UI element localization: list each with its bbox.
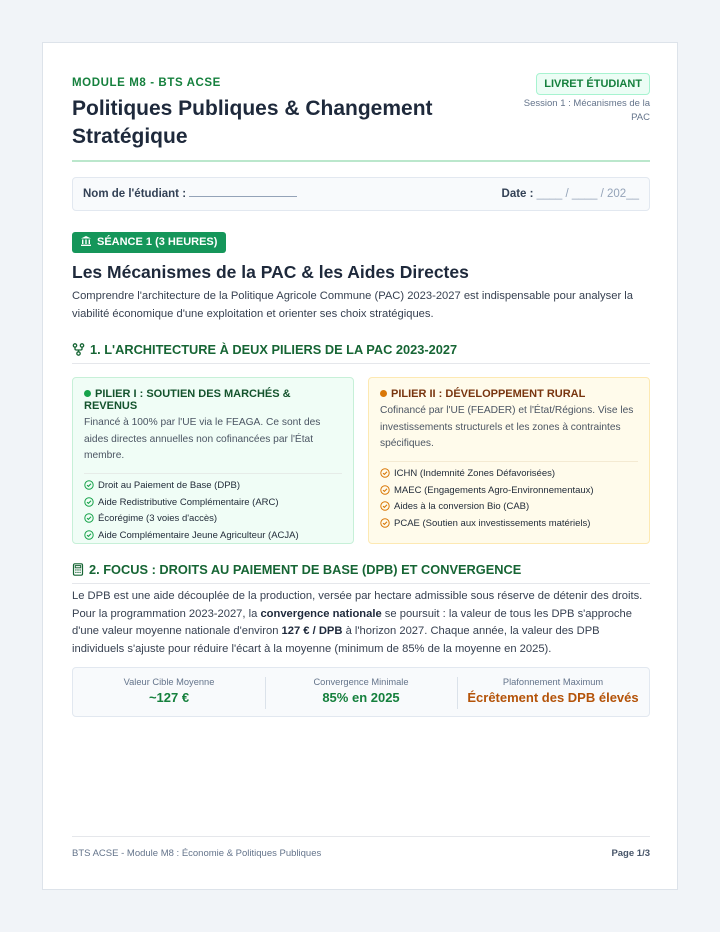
list-item-text: Aide Redistributive Complémentaire (ARC) <box>98 496 279 508</box>
check-circle-icon <box>380 501 390 511</box>
check-circle-icon <box>380 485 390 495</box>
pillar1-title <box>84 388 342 412</box>
stat-label: Convergence Minimale <box>313 677 409 687</box>
seance-label: SÉANCE 1 (3 HEURES) <box>97 236 218 248</box>
pillar2-card <box>368 377 650 544</box>
para-text-3: à l'horizon 2027. Chaque année, la valeur des DPB individuels s'ajuste pour réduire l'écart à la moyenne (minimum de 85% de la moyenne en 2025). <box>72 625 600 655</box>
list-item <box>380 466 638 483</box>
page-title: Politiques Publiques & Changement Stratégique <box>72 97 433 148</box>
page-footer <box>72 836 650 859</box>
list-item-text: Aide Complémentaire Jeune Agriculteur (ACJA) <box>98 529 299 541</box>
stat-value: Écrêtement des DPB élevés <box>467 690 639 705</box>
check-circle-icon <box>84 480 94 490</box>
para-text-1: Le DPB est une aide découplée de la production, versée par hectare admissible sous réserve de détenir des droits. Pour la programmation 2023-2027, la <box>72 590 643 620</box>
student-name-line[interactable] <box>189 188 297 197</box>
page-sheet <box>42 42 678 890</box>
pillar1-card <box>72 377 354 544</box>
page-number: Page 1/3 <box>611 848 650 859</box>
pillar2-title <box>380 388 638 400</box>
pillar1-dot <box>84 390 91 397</box>
pillar2-list <box>380 466 638 532</box>
stat-convergence <box>265 668 457 716</box>
list-item <box>380 516 638 533</box>
list-item-text: PCAE (Soutien aux investissements matériels) <box>394 517 591 529</box>
pillar2-title-text: PILIER II : DÉVELOPPEMENT RURAL <box>391 388 586 400</box>
list-item <box>380 483 638 500</box>
stat-label: Valeur Cible Moyenne <box>123 677 215 687</box>
student-name-label: Nom de l'étudiant : <box>83 188 187 200</box>
date-blank: ____ / ____ / 202__ <box>536 188 639 200</box>
livret-badge: LIVRET ÉTUDIANT <box>536 73 650 95</box>
list-item-text: Aides à la conversion Bio (CAB) <box>394 501 530 513</box>
section1-heading <box>72 342 650 364</box>
check-circle-icon <box>380 518 390 528</box>
pillar1-list <box>84 478 342 544</box>
student-name-field[interactable] <box>83 188 297 200</box>
pillar1-title-text: PILIER I : SOUTIEN DES MARCHÉS & REVENUS <box>84 388 291 412</box>
pillar2-dot <box>380 390 387 397</box>
pillar1-divider <box>84 473 342 474</box>
main-heading: Les Mécanismes de la PAC & les Aides Directes <box>72 262 469 282</box>
list-item-text: MAEC (Engagements Agro-Environnementaux) <box>394 484 594 496</box>
check-circle-icon <box>84 513 94 523</box>
date-label: Date : <box>501 188 534 200</box>
list-item <box>84 528 342 545</box>
list-item <box>84 511 342 528</box>
header-divider <box>72 160 650 162</box>
para-bold-value: 127 € / DPB <box>281 625 343 638</box>
para-text-2: se poursuit : la valeur de tous les DPB s'approche d'une valeur moyenne nationale d'environ <box>72 607 632 638</box>
check-circle-icon <box>84 497 94 507</box>
stat-value: 85% en 2025 <box>322 690 400 705</box>
list-item <box>84 495 342 512</box>
stats-box <box>72 667 650 717</box>
section2-title: 2. FOCUS : DROITS AU PAIEMENT DE BASE (DPB) ET CONVERGENCE <box>89 562 522 577</box>
section2-heading <box>72 562 650 584</box>
branch-icon <box>72 343 85 356</box>
pillar2-divider <box>380 461 638 462</box>
check-circle-icon <box>84 530 94 540</box>
list-item <box>380 499 638 516</box>
list-item-text: ICHN (Indemnité Zones Défavorisées) <box>394 468 556 479</box>
footer-text: BTS ACSE - Module M8 : Économie & Politiques Publiques <box>72 848 322 859</box>
student-info-box <box>72 177 650 211</box>
calculator-icon <box>72 563 84 576</box>
list-item-text: Droit au Paiement de Base (DPB) <box>98 480 241 491</box>
check-circle-icon <box>380 468 390 478</box>
list-item <box>84 478 342 495</box>
pillar2-desc: Cofinancé par l'UE (FEADER) et l'État/Régions. Vise les investissements structurels et les zones à contraintes spécifiques. <box>380 405 634 449</box>
pillar1-desc: Financé à 100% par l'UE via le FEAGA. Ce sont des aides directes annuelles non cofinancées par l'État membre. <box>84 417 321 461</box>
bank-icon <box>80 235 92 247</box>
module-label: MODULE M8 - BTS ACSE <box>72 77 221 89</box>
session-label: Session 1 : Mécanismes de la PAC <box>523 98 650 123</box>
seance-badge <box>72 232 226 253</box>
date-field[interactable] <box>502 188 639 200</box>
section2-paragraph <box>72 588 650 658</box>
stat-ceiling <box>457 668 649 716</box>
para-bold-convergence: convergence nationale <box>260 607 382 620</box>
stat-label: Plafonnement Maximum <box>502 677 604 687</box>
list-item-text: Écorégime (3 voies d'accès) <box>98 513 218 525</box>
intro-paragraph: Comprendre l'architecture de la Politique Agricole Commune (PAC) 2023-2027 est indispensable pour analyser la viabilité économique d'une exploitation et orienter ses choix stratégiques. <box>72 290 633 320</box>
stat-value: ~127 € <box>148 690 190 705</box>
stat-target-value <box>73 668 265 716</box>
section1-title: 1. L'ARCHITECTURE À DEUX PILIERS DE LA PAC 2023-2027 <box>90 342 458 357</box>
